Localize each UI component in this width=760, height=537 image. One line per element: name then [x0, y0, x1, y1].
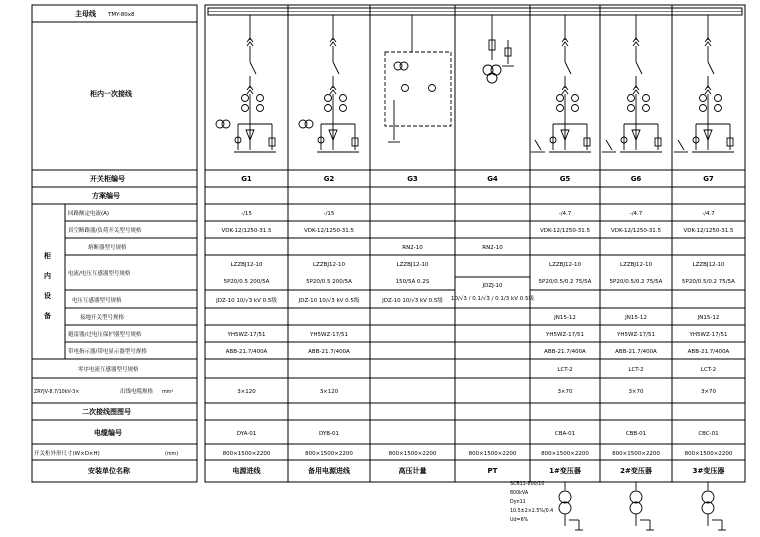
- cell-G7-cable_no: CBC-01: [698, 431, 719, 437]
- row-cabinet-no: 开关柜编号: [90, 175, 125, 183]
- cell-G1-no: G1: [241, 175, 252, 183]
- cell-G4-no: G4: [487, 175, 498, 183]
- cell-G5-cable: 3×70: [557, 389, 573, 395]
- cell-G5-indicator: ABB-21.7/400A: [544, 349, 586, 355]
- feeder-1-ct2-1: [257, 105, 264, 112]
- cell-G2-cable_no: DYB-01: [318, 431, 340, 437]
- g3-ct-b: [429, 85, 436, 92]
- feeder-6-earth: [606, 140, 612, 150]
- transformer-spec-3: Dyn11: [510, 500, 526, 505]
- cell-G6-purpose: 2#变压器: [620, 467, 652, 475]
- cell-G2-breaker: VDK-12/1250-31.5: [303, 228, 355, 234]
- row-dimensions-unit: (mm): [165, 452, 179, 457]
- feeder-5-ct-1: [557, 105, 564, 112]
- cell-G6-arrester: YH5WZ-17/51: [617, 332, 655, 338]
- cell-G6-ct1: LZZBJ12-10: [620, 262, 652, 268]
- transformer-spec-1: SCB11-800/10: [510, 482, 545, 487]
- cell-G1-ct2: 5P20/0.5 200/5A: [223, 279, 270, 285]
- cell-G1-ct1: LZZBJ12-10: [230, 262, 263, 268]
- cell-G7-ct1: LZZBJ12-10: [692, 262, 725, 268]
- transformer-spec: [510, 481, 553, 523]
- cell-G1-current: -/15: [241, 211, 252, 217]
- cell-G1-vt: JDZ-10 10/√3 kV 0.5级: [216, 298, 277, 304]
- transformer-7-secondary: [702, 502, 714, 514]
- outgoing-transformers: [559, 482, 726, 530]
- feeder-7-ct2-1: [715, 105, 722, 112]
- feeder-2-ct2-0: [340, 95, 347, 102]
- cell-G2-no: G2: [323, 175, 335, 183]
- cell-G6-cable: 3×70: [628, 389, 644, 395]
- busbar-value: TMY-80x8: [108, 12, 135, 18]
- g4-pt-b: [491, 65, 501, 75]
- feeder-5-ct2-0: [572, 95, 579, 102]
- row-cable-prefix: ZRYJV-8.7/10kV-3×: [34, 390, 80, 395]
- feeder-2-breaker: [333, 62, 339, 74]
- cell-G2-dim: 800×1500×2200: [305, 451, 353, 457]
- row-cable-no: 电缆编号: [94, 429, 122, 437]
- cell-G6-dim: 800×1500×2200: [612, 451, 660, 457]
- feeder-7-earth: [678, 140, 684, 150]
- cell-G6-current: -/4.7: [629, 211, 643, 217]
- cell-G7-cable: 3×70: [700, 389, 717, 395]
- feeder-6-ct-0: [628, 95, 635, 102]
- cell-G5-breaker: VDK-12/1250-31.5: [539, 228, 591, 234]
- cell-G7-dim: 800×1500×2200: [684, 451, 733, 457]
- cell-G4-purpose: PT: [487, 467, 498, 475]
- cell-G5-cable_no: CBA-01: [554, 431, 576, 437]
- busbar-label: 主母线: [75, 10, 96, 18]
- cell-G1-cable_no: DYA-01: [236, 431, 257, 437]
- feeder-5-earth: [535, 140, 541, 150]
- feeder-1-ct2-0: [257, 95, 264, 102]
- row-dimensions: 开关柜外形尺寸(W×D×H): [34, 451, 100, 457]
- cell-G5-zero_ct: LCT-2: [557, 367, 573, 373]
- cell-G7-ct2: 5P20/0.5/0.2 75/5A: [682, 279, 735, 285]
- row-live-indicator: 带电指示器/带电显示器型号规格: [68, 349, 147, 355]
- row-ct: 电流/电压互感器型号规格: [68, 271, 131, 277]
- cell-G6-breaker: VDK-12/1250-31.5: [610, 228, 662, 234]
- cell-G5-dim: 800×1500×2200: [541, 451, 589, 457]
- feeder-7-ct-1: [700, 105, 707, 112]
- cell-G2-arrester: YH5WZ-17/51: [310, 332, 348, 338]
- cell-G5-arrester: YH5WZ-17/51: [546, 332, 584, 338]
- feeder-6-ct2-0: [643, 95, 650, 102]
- cell-G5-current: -/4.7: [558, 211, 572, 217]
- table-frame: [32, 5, 745, 482]
- feeder-1-ct-1: [242, 105, 249, 112]
- cell-G7-arrester: YH5WZ-17/51: [689, 332, 728, 338]
- cell-G3-ct1: LZZBJ12-10: [396, 262, 429, 268]
- cell-G7-purpose: 3#变压器: [692, 467, 725, 475]
- cell-G7-breaker: VDK-12/1250-31.5: [683, 228, 734, 234]
- cell-G5-earth: JN15-12: [554, 315, 576, 321]
- cell-G4-fuse: RN2-10: [482, 245, 503, 251]
- cell-G5-purpose: 1#变压器: [549, 467, 581, 475]
- transformer-6-primary: [630, 491, 642, 503]
- cell-G4-ct2: JDZJ-10: [482, 283, 503, 289]
- cell-G7-no: G7: [703, 175, 714, 183]
- row-cable: 出线电缆规格: [120, 389, 154, 395]
- g3-ct-a: [402, 85, 409, 92]
- cell-G7-zero_ct: LCT-2: [700, 367, 717, 373]
- device-group-char-4: 备: [44, 312, 51, 320]
- cell-G7-current: -/4.7: [702, 211, 715, 217]
- cell-G3-vt: JDZ-10 10/√3 kV 0.5级: [382, 298, 443, 304]
- row-vt: 电压互感器型号规格: [72, 298, 122, 304]
- feeder-6-ct2-1: [643, 105, 650, 112]
- cell-G2-ct1: LZZBJ12-10: [313, 262, 345, 268]
- g4-pt-a: [483, 65, 493, 75]
- cell-G3-ct2: 150/5A 0.2S: [395, 279, 430, 285]
- device-group-char-1: 柜: [44, 252, 51, 260]
- cell-G2-ct2: 5P20/0.5 200/5A: [306, 279, 352, 285]
- g4-pt-c: [487, 73, 497, 83]
- row-breaker: 真空断路器/负荷开关型号规格: [68, 228, 142, 234]
- cell-G2-indicator: ABB-21.7/400A: [308, 349, 350, 355]
- cell-G6-zero_ct: LCT-2: [628, 367, 644, 373]
- cell-G5-ct1: LZZBJ12-10: [549, 262, 581, 268]
- cell-G4-dim: 800×1500×2200: [468, 451, 517, 457]
- feeder-5-ct2-1: [572, 105, 579, 112]
- g3-vt-b: [400, 62, 408, 70]
- cell-G3-purpose: 高压计量: [398, 467, 427, 475]
- feeder-6-ct-1: [628, 105, 635, 112]
- row-rated-current: 回路额定电流(A): [68, 211, 110, 217]
- device-group-char-3: 设: [44, 292, 51, 300]
- transformer-5-secondary: [559, 502, 571, 514]
- row-zero-ct: 零序电流互感器型号规格: [78, 367, 139, 373]
- feeder-7-ct2-0: [715, 95, 722, 102]
- single-line-diagrams: [216, 15, 734, 152]
- feeder-5-ct-0: [557, 95, 564, 102]
- cell-G3-fuse: RN2-10: [402, 245, 423, 251]
- feeder-7-breaker: [708, 62, 714, 74]
- feeder-1-vt-b: [222, 120, 230, 128]
- device-group-label: [44, 251, 51, 320]
- cell-G2-purpose: 备用电源进线: [308, 467, 350, 475]
- row-secondary: 二次接线图图号: [82, 408, 131, 416]
- cell-G1-indicator: ABB-21.7/400A: [225, 349, 268, 355]
- feeder-1-ct-0: [242, 95, 249, 102]
- transformer-spec-2: 800kVA: [510, 491, 529, 496]
- cell-G1-dim: 800×1500×2200: [222, 451, 271, 457]
- cell-G2-vt: JDZ-10 10/√3 kV 0.5级: [298, 298, 360, 304]
- feeder-5-breaker: [565, 62, 571, 74]
- row-arrester: 避雷器/过电压保护器型号规格: [68, 332, 142, 338]
- cell-G3-dim: 800×1500×2200: [388, 451, 437, 457]
- cell-G7-indicator: ABB-21.7/400A: [687, 349, 730, 355]
- transformer-spec-4: 10.5±2×2.5%/0.4: [510, 509, 554, 514]
- cell-G2-current: -/15: [323, 211, 335, 217]
- feeder-2-ct2-1: [340, 105, 347, 112]
- feeder-2-vt-b: [305, 120, 313, 128]
- row-purpose: 安装单位名称: [88, 467, 130, 475]
- row-scheme-no: 方案编号: [92, 192, 120, 200]
- cell-G5-no: G5: [559, 175, 571, 183]
- cell-G2-cable: 3×120: [319, 389, 339, 395]
- cell-G6-no: G6: [630, 175, 642, 183]
- cell-G1-cable: 3×120: [237, 389, 256, 395]
- transformer-5-primary: [559, 491, 571, 503]
- cell-G1-purpose: 电源进线: [232, 467, 261, 475]
- transformer-spec-5: Ud=6%: [510, 518, 529, 523]
- cell-G6-cable_no: CBB-01: [625, 431, 647, 437]
- cell-G5-ct2: 5P20/0.5/0.2 75/5A: [538, 279, 592, 285]
- device-group-char-2: 内: [44, 272, 51, 280]
- cell-G1-arrester: YH5WZ-17/51: [227, 332, 266, 338]
- feeder-1-breaker: [250, 62, 256, 74]
- feeder-2-ct-0: [325, 95, 332, 102]
- transformer-7-primary: [702, 491, 714, 503]
- row-fuse: 熔断器型号规格: [88, 245, 127, 251]
- cell-G4-vt: 10/√3 / 0.1/√3 / 0.1/3 kV 0.5级: [451, 296, 534, 302]
- row-earth-switch: 接地开关型号规格: [80, 315, 125, 321]
- cell-G6-indicator: ABB-21.7/400A: [615, 349, 657, 355]
- feeder-2-ct-1: [325, 105, 332, 112]
- cell-G6-ct2: 5P20/0.5/0.2 75/5A: [609, 279, 663, 285]
- cell-G6-earth: JN15-12: [625, 315, 647, 321]
- transformer-6-secondary: [630, 502, 642, 514]
- section-main-wiring: 柜内一次接线: [90, 90, 132, 98]
- cell-G1-breaker: VDK-12/1250-31.5: [221, 228, 272, 234]
- cell-G3-no: G3: [407, 175, 418, 183]
- row-cable-unit: mm²: [162, 390, 174, 395]
- cell-G7-earth: JN15-12: [697, 315, 720, 321]
- feeder-6-breaker: [636, 62, 642, 74]
- feeder-7-ct-0: [700, 95, 707, 102]
